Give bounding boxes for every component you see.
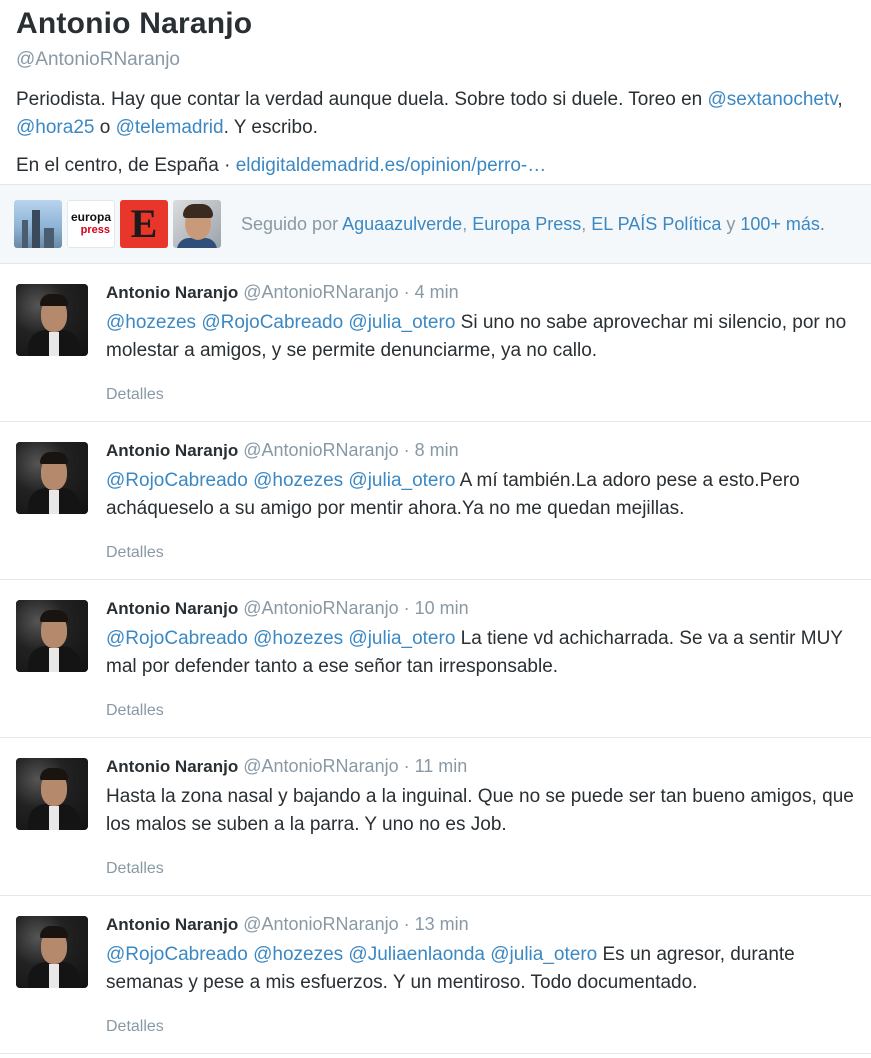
- tweet-body: [106, 438, 857, 563]
- tweet-header: [106, 912, 857, 937]
- tweet-content: A mí también.La adoro pese a esto.Pero acháqueselo a su amigo por mentir ahora.Ya no me quedan mejillas.: [106, 470, 800, 519]
- avatar-el-pais[interactable]: [120, 200, 168, 248]
- tweet-author-name[interactable]: Antonio Naranjo: [106, 915, 239, 934]
- tweet-header: [106, 438, 857, 463]
- tweet-body: [106, 754, 857, 879]
- mention-link-telemadrid[interactable]: @telemadrid: [115, 117, 224, 138]
- follower-avatars: [14, 200, 221, 248]
- tweet-time[interactable]: · 10 min: [403, 598, 469, 618]
- avatar-hair-icon: [40, 294, 68, 306]
- follower-link-el-pais[interactable]: EL PAÍS Política: [591, 214, 722, 234]
- tweet-details-link[interactable]: Detalles: [106, 860, 164, 877]
- bio-separator: o: [94, 117, 116, 138]
- tweet-author-name[interactable]: Antonio Naranjo: [106, 283, 239, 302]
- tweet-text: [106, 625, 857, 681]
- tweet-author-handle[interactable]: @AntonioRNaranjo: [243, 756, 399, 776]
- tweet-mentions[interactable]: @RojoCabreado @hozezes @julia_otero: [106, 628, 456, 649]
- city-building-icon: [44, 228, 54, 248]
- tweet-time[interactable]: · 4 min: [403, 282, 459, 302]
- avatar-shirt-icon: [49, 964, 59, 988]
- avatar-hair-icon: [40, 610, 68, 622]
- avatar-hair-icon: [40, 768, 68, 780]
- tweet[interactable]: [0, 738, 871, 896]
- tweet-mentions[interactable]: @hozezes @RojoCabreado @julia_otero: [106, 312, 456, 333]
- profile-location-row: [16, 152, 855, 180]
- tweet-author-handle[interactable]: @AntonioRNaranjo: [243, 598, 399, 618]
- tweet-header: [106, 596, 857, 621]
- tweet-author-name[interactable]: Antonio Naranjo: [106, 757, 239, 776]
- location-separator: ·: [218, 155, 236, 176]
- avatar-europa-press[interactable]: [67, 200, 115, 248]
- city-tower-icon: [32, 210, 40, 248]
- followed-sep: ,: [462, 214, 473, 234]
- followed-by-bar[interactable]: [0, 184, 871, 264]
- bio-text: Periodista. Hay que contar la verdad aunque duela. Sobre todo si duele. Toreo en: [16, 89, 708, 110]
- tweet-time[interactable]: · 11 min: [403, 756, 468, 776]
- tweet-body: [106, 596, 857, 721]
- tweet-author-name[interactable]: Antonio Naranjo: [106, 599, 239, 618]
- tweet-author-avatar[interactable]: [16, 916, 88, 988]
- avatar-hair-icon: [40, 452, 68, 464]
- followed-conj: y: [721, 214, 741, 234]
- tweet-author-handle[interactable]: @AntonioRNaranjo: [243, 914, 399, 934]
- tweet-content: La tiene vd achicharrada. Se va a sentir MUY mal por defender tanto a ese señor tan irresponsable.: [106, 628, 843, 677]
- tweet-body: [106, 280, 857, 405]
- tweet-details-link[interactable]: Detalles: [106, 544, 164, 561]
- avatar-shirt-icon: [49, 490, 59, 514]
- tweet-author-name[interactable]: Antonio Naranjo: [106, 441, 239, 460]
- profile-handle: @AntonioRNaranjo: [16, 49, 180, 70]
- europa-press-logo-line1: europa: [70, 210, 111, 224]
- tweet-author-avatar[interactable]: [16, 284, 88, 356]
- tweet-content: Hasta la zona nasal y bajando a la inguinal. Que no se puede ser tan bueno amigos, que los malos se suben a la parra. Y uno no es Job.: [106, 786, 854, 835]
- tweet-details-link[interactable]: Detalles: [106, 702, 164, 719]
- tweet-details-link[interactable]: Detalles: [106, 1018, 164, 1035]
- tweet-author-avatar[interactable]: [16, 758, 88, 830]
- avatar-aguaazulverde[interactable]: [14, 200, 62, 248]
- tweet-author-handle[interactable]: @AntonioRNaranjo: [243, 282, 399, 302]
- tweet-header: [106, 754, 857, 779]
- tweet-list: [0, 264, 871, 1054]
- tweet-time[interactable]: · 13 min: [403, 914, 469, 934]
- tweet-header: [106, 280, 857, 305]
- tweet-author-avatar[interactable]: [16, 442, 88, 514]
- tweet[interactable]: [0, 896, 871, 1054]
- avatar-hair-icon: [40, 926, 68, 938]
- city-building-icon: [22, 220, 28, 248]
- el-pais-logo-icon: E: [130, 201, 158, 246]
- mention-link-hora25[interactable]: @hora25: [16, 117, 95, 138]
- tweet-mentions[interactable]: @RojoCabreado @hozezes @julia_otero: [106, 470, 456, 491]
- tweet-mentions[interactable]: @RojoCabreado @hozezes @Juliaenlaonda @julia_otero: [106, 944, 598, 965]
- tweet-author-avatar[interactable]: [16, 600, 88, 672]
- avatar-follower[interactable]: [173, 200, 221, 248]
- profile-name: Antonio Naranjo: [16, 7, 253, 40]
- followed-by-prefix: Seguido por: [241, 214, 343, 234]
- avatar-shirt-icon: [49, 806, 59, 830]
- tweet[interactable]: [0, 580, 871, 738]
- followed-sep: ,: [581, 214, 592, 234]
- person-hair-icon: [183, 204, 213, 218]
- avatar-shirt-icon: [49, 332, 59, 356]
- profile-header: [0, 0, 871, 184]
- followers-more-link[interactable]: 100+ más.: [740, 214, 825, 234]
- bio-separator: ,: [837, 89, 843, 110]
- tweet-content: Es un agresor, durante semanas y pese a mis esfuerzos. Y un mentiroso. Todo documentado.: [106, 944, 795, 993]
- tweet-time[interactable]: · 8 min: [403, 440, 459, 460]
- follower-link-europa-press[interactable]: Europa Press: [472, 214, 582, 234]
- bio-text-end: . Y escribo.: [223, 117, 318, 138]
- tweet[interactable]: [0, 422, 871, 580]
- avatar-shirt-icon: [49, 648, 59, 672]
- tweet-text: [106, 783, 857, 839]
- profile-location: En el centro, de España: [16, 155, 219, 176]
- tweet-details-link[interactable]: Detalles: [106, 386, 164, 403]
- europa-press-logo-line2: press: [80, 224, 110, 236]
- tweet[interactable]: [0, 264, 871, 422]
- tweet-text: [106, 467, 857, 523]
- profile-bio: [16, 86, 855, 142]
- profile-url-link[interactable]: eldigitaldemadrid.es/opinion/perro-…: [235, 155, 547, 176]
- tweet-text: [106, 941, 857, 997]
- followed-by-text: [241, 211, 841, 237]
- follower-link-aguaazulverde[interactable]: Aguaazulverde: [342, 214, 463, 234]
- mention-link-sextanochetv[interactable]: @sextanochetv: [707, 89, 838, 110]
- tweet-author-handle[interactable]: @AntonioRNaranjo: [243, 440, 399, 460]
- tweet-text: [106, 309, 857, 365]
- tweet-body: [106, 912, 857, 1037]
- tweet-content: Si uno no sabe aprovechar mi silencio, por no molestar a amigos, y se permite denunciarme, ya no callo.: [106, 312, 847, 361]
